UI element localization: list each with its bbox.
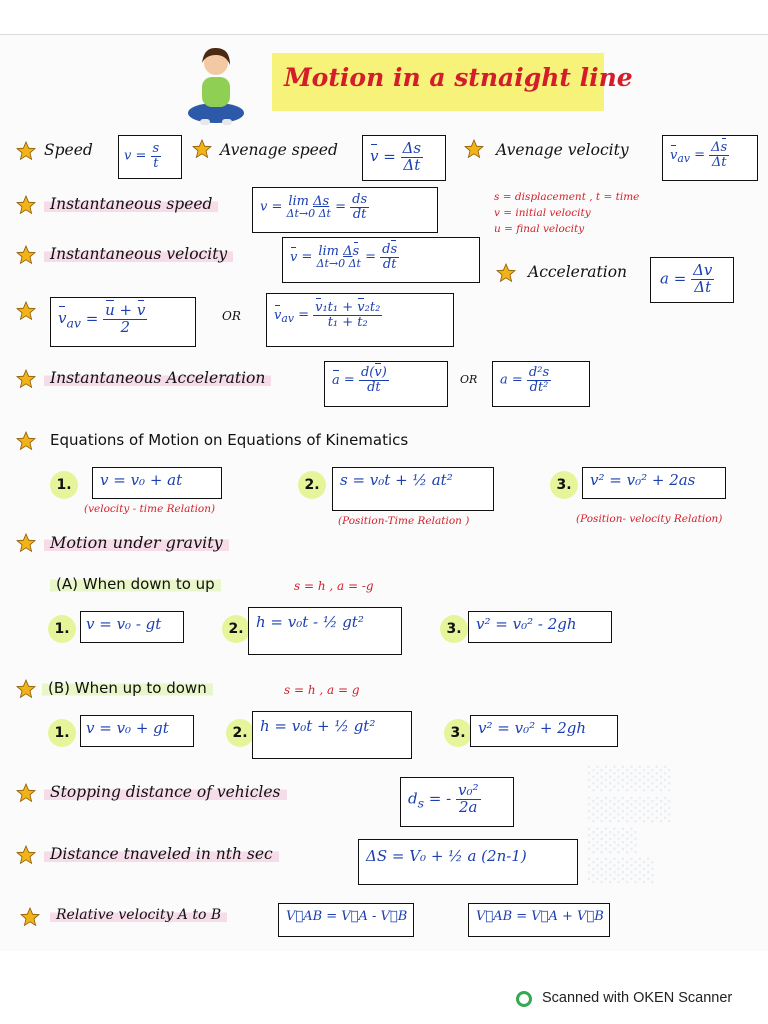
- star-icon: [20, 907, 40, 927]
- inst-velocity-formula: v = lim Δs Δt→0 Δt = $\frac{ds}{dt}$: [290, 242, 398, 272]
- legend-line-3: u = final velocity: [494, 223, 585, 235]
- equations-heading: Equations of Motion on Equations of Kinematics: [50, 431, 409, 449]
- eq2-formula: s = v₀t + ½ at²: [340, 471, 453, 489]
- speed-label: Speed: [44, 141, 93, 159]
- du1-formula: v = v₀ - gt: [86, 615, 162, 633]
- ud2-number: 2.: [226, 719, 254, 747]
- faint-watermark: ░░░░░ ░░░░░ ░░░ ░░░░: [588, 767, 673, 885]
- eq3-formula: v² = v₀² + 2as: [590, 471, 696, 489]
- inst-accel-formula-1: a = $\frac{d(v)}{dt}$: [332, 365, 387, 395]
- relative-velocity-label: Relative velocity A to B: [50, 907, 227, 923]
- or-text-1: OR: [222, 309, 241, 323]
- star-icon: [16, 845, 36, 865]
- nth-second-label: Distance tnaveled in nth sec: [44, 845, 279, 863]
- eq1-note: (velocity - time Relation): [84, 503, 216, 515]
- vav-formula-1: $v_{av}$ = $\frac{u + v}{2}$: [58, 301, 146, 336]
- gravity-heading: Motion under gravity: [44, 533, 229, 552]
- inst-accel-label: Instantaneous Acceleration: [44, 369, 271, 387]
- avg-velocity-label: Avenage velocity: [496, 141, 629, 159]
- legend-line-1: s = displacement , t = time: [494, 191, 640, 203]
- eq1-formula: v = v₀ + at: [100, 471, 183, 489]
- star-icon: [16, 533, 36, 553]
- legend-line-2: v = initial velocity: [494, 207, 591, 219]
- vav-formula-2: $v_{av}$ = $\frac{\text{v₁t₁ + v₂t₂}}{\text{t₁ + t₂}}$: [274, 300, 381, 330]
- star-icon: [16, 301, 36, 321]
- inst-speed-formula: v = lim Δs Δt→0 Δt = $\frac{ds}{dt}$: [260, 192, 368, 222]
- avg-speed-formula: v = $\frac{\Delta s}{\Delta t}$: [370, 139, 422, 174]
- ud3-number: 3.: [444, 719, 472, 747]
- star-icon: [16, 369, 36, 389]
- star-icon: [16, 195, 36, 215]
- relative-formula-1: V⃗AB = V⃗A - V⃗B: [286, 909, 408, 924]
- avg-speed-label: Avenage speed: [220, 141, 338, 159]
- du2-formula: h = v₀t - ½ gt²: [256, 613, 364, 631]
- eq1-number: 1.: [50, 471, 78, 499]
- star-icon: [16, 245, 36, 265]
- du3-formula: v² = v₀² - 2gh: [476, 615, 577, 633]
- speed-formula: v = $\frac{s}{t}$: [124, 141, 160, 171]
- scanner-footer: [516, 990, 732, 1007]
- inst-accel-formula-2: a = $\frac{\text{d²s}}{\text{dt²}}$: [500, 365, 550, 395]
- star-icon: [464, 139, 484, 159]
- ud3-formula: v² = v₀² + 2gh: [478, 719, 587, 737]
- ud1-number: 1.: [48, 719, 76, 747]
- scanned-page: [0, 34, 768, 951]
- nth-second-formula: ΔS = V₀ + ½ a (2n-1): [366, 847, 527, 865]
- ud2-formula: h = v₀t + ½ gt²: [260, 717, 376, 735]
- relative-formula-2: V⃗AB = V⃗A + V⃗B: [476, 909, 604, 924]
- up-down-note: s = h , a = g: [284, 683, 360, 697]
- du3-number: 3.: [440, 615, 468, 643]
- du1-number: 1.: [48, 615, 76, 643]
- inst-velocity-label: Instantaneous velocity: [44, 245, 233, 263]
- ud1-formula: v = v₀ + gt: [86, 719, 169, 737]
- acceleration-label: Acceleration: [528, 263, 628, 281]
- down-up-label: (A) When down to up: [50, 575, 221, 593]
- page-title: Motion in a stnaight line: [284, 63, 633, 92]
- star-icon: [16, 783, 36, 803]
- girl-illustration: [186, 43, 246, 127]
- stopping-label: Stopping distance of vehicles: [44, 783, 287, 801]
- star-icon: [16, 431, 36, 451]
- eq3-number: 3.: [550, 471, 578, 499]
- star-icon: [192, 139, 212, 159]
- up-down-label: (B) When up to down: [42, 679, 213, 697]
- star-icon: [16, 141, 36, 161]
- down-up-note: s = h , a = -g: [294, 579, 374, 593]
- eq2-number: 2.: [298, 471, 326, 499]
- or-text-2: OR: [460, 373, 478, 386]
- stopping-formula: $d_s$ = - $\frac{\text{v₀²}}{2a}$: [408, 781, 479, 816]
- star-icon: [16, 679, 36, 699]
- acceleration-formula: a = $\frac{\Delta v}{\Delta t}$: [660, 261, 713, 296]
- du2-number: 2.: [222, 615, 250, 643]
- footer-text: Scanned with OKEN Scanner: [542, 990, 733, 1006]
- star-icon: [496, 263, 516, 283]
- eq3-note: (Position- velocity Relation): [576, 513, 723, 525]
- scanner-logo-icon: [516, 991, 532, 1007]
- inst-speed-label: Instantaneous speed: [44, 195, 218, 213]
- avg-velocity-formula: $v_{av}$ = $\frac{\Delta s}{\Delta t}$: [670, 140, 728, 170]
- eq2-note: (Position-Time Relation ): [338, 515, 470, 527]
